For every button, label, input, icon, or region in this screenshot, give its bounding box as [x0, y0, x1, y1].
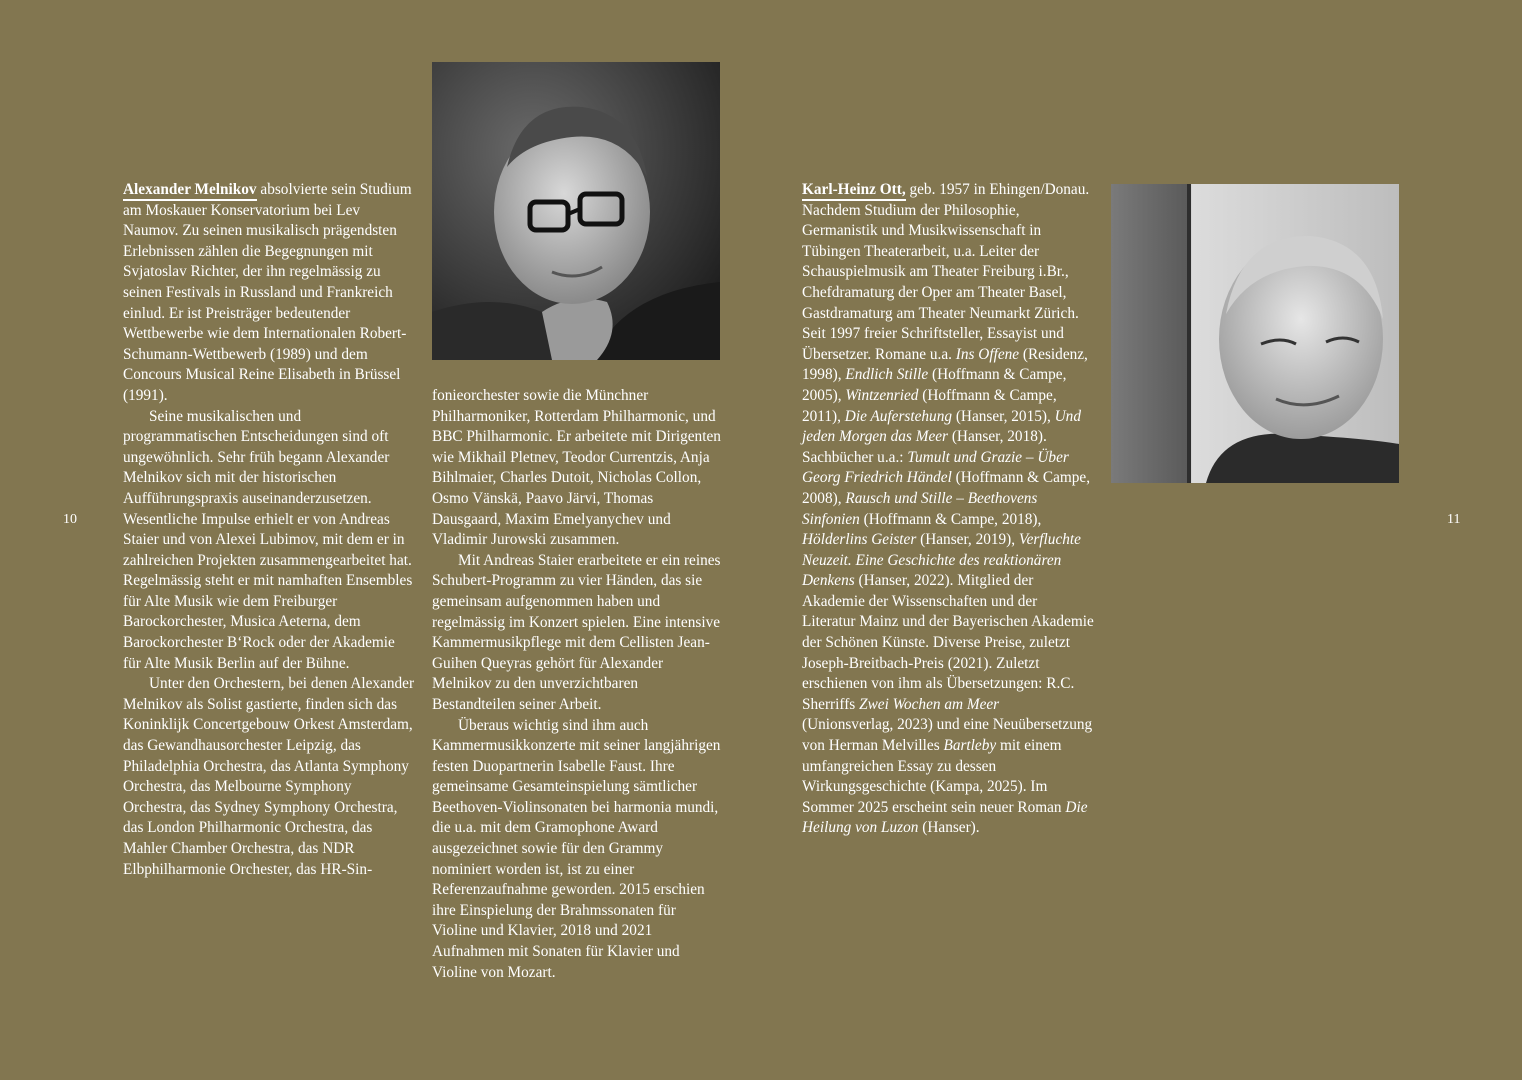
ott-text: (Hanser, 2015), [952, 407, 1055, 425]
melnikov-intro-text: absolvierte sein Studium am Moskauer Konservatorium bei Lev Naumov. Zu seinen musikalisch prägendsten Erlebnissen zählen die Begegnungen mit Svjatoslav Richter, der ihn regelmässig zu seinen Festivals in Russland und Frankreich einlud. Er ist Preisträger bedeutender Wettbewerbe wie dem Internationalen Robert-Schumann-Wettbewerb (1989) und dem Concours Musical Reine Elisabeth in Brüssel (1991). [123, 181, 412, 404]
ott-text: (Hoffmann & Campe, 2008), [802, 469, 1091, 507]
portrait-photo-ott [1111, 184, 1399, 483]
melnikov-paragraph-4: fonieorchester sowie die Münchner Philharmoniker, Rotterdam Philharmonic, und BBC Philharmonic. Er arbeitete mit Dirigenten wie Mikhail Pletnev, Teodor Currentzis, Anja Bihlmaier, Charles Dutoit, Nicholas Collon, Osmo Vänskä, Paavo Järvi, Thomas Dausgaard, Maxim Emelyanychev und Vladimir Jurowski zusammen. [432, 387, 721, 549]
ott-text: geb. 1957 in Ehingen/Donau. Nachdem Studium der Philosophie, Germanistik und Musikwissenschaft in Tübingen Theaterarbeit, u.a. Leiter der Schauspielmusik am Theater Freiburg i.Br., Chefdramaturg der Oper am Theater Basel, Gastdramaturg am Theater Neumarkt Zürich. Seit 1997 freier Schriftsteller, Essayist und Übersetzer. Romane u.a. [802, 181, 1090, 363]
ott-text: (Hoffmann & Campe, 2005), [802, 366, 1067, 404]
ott-text: (Hoffmann & Campe, 2011), [802, 386, 1057, 425]
ott-title: Die Heilung von Luzon [802, 798, 1088, 837]
ott-bio-column [802, 180, 1094, 839]
melnikov-bio-column-2 [432, 386, 722, 983]
melnikov-paragraph-3: Unter den Orchestern, bei denen Alexander Melnikov als Solist gastierte, finden sich das Koninklijk Concertgebouw Orkest Amsterdam, das Gewandhausorchester Leipzig, das Philadelphia Orchestra, das Atlanta Symphony Orchestra, das Melbourne Symphony Orchestra, das Sydney Symphony Orchestra, das London Philharmonic Orchestra, das Mahler Chamber Orchestra, das NDR Elbphilharmonie Orchester, das HR-Sin- [123, 675, 415, 878]
ott-title: Zwei Wochen am Meer [859, 695, 1000, 713]
ott-title: Rausch und Stille – Beethovens Sinfonien [802, 489, 1038, 528]
ott-text: (Hanser, 2022). Mitglied der Akademie der Wissenschaften und der Literatur Mainz und der Bayerischen Akademie der Schönen Künste. Diverse Preise, zuletzt Joseph-Breitbach-Preis (2021). Zuletzt erschienen von ihm als Übersetzungen: R.C. Sherriffs [802, 572, 1094, 713]
ott-text: (Unionsverlag, 2023) und eine Neuübersetzung von Herman Melvilles [802, 716, 1093, 755]
melnikov-paragraph-5: Mit Andreas Staier erarbeitete er ein reines Schubert-Programm zu vier Händen, das sie gemeinsam aufgenommen haben und regelmässig im Konzert spielen. Eine intensive Kammermusikpflege mit dem Cellisten Jean-Guihen Queyras gehört für Alexander Melnikov zu den unverzichtbaren Bestandteilen seiner Arbeit. [432, 551, 721, 713]
portrait-photo-melnikov [432, 62, 720, 360]
melnikov-paragraph-2: Seine musikalischen und programmatischen Entscheidungen sind oft ungewöhnlich. Sehr früh begann Alexander Melnikov sich mit der historischen Aufführungspraxis auseinanderzusetzen. Wesentliche Impulse erhielt er von Andreas Staier und von Alexei Lubimov, mit dem er in zahlreichen Projekten zusammengearbeitet hat. Regelmässig steht er mit namhaften Ensembles für Alte Musik wie dem Freiburger Barockorchester, Musica Aeterna, dem Barockorchester B‘Rock oder der Akademie für Alte Musik Berlin auf der Bühne. [123, 407, 413, 672]
melnikov-paragraph-6: Überaus wichtig sind ihm auch Kammermusikkonzerte mit seiner langjährigen festen Duopartnerin Isabelle Faust. Ihre gemeinsame Gesamteinspielung sämtlicher Beethoven-Violinsonaten bei harmonia mundi, die u.a. mit dem Gramophone Award ausgezeichnet sowie für den Grammy nominiert worden ist, ist zu einer Referenzaufnahme geworden. 2015 erschien ihre Einspielung der Brahmssonaten für Violine und Klavier, 2018 und 2021 Aufnahmen mit Sonaten für Klavier und Violine von Mozart. [432, 716, 721, 981]
ott-title: Hölderlins Geister [802, 531, 917, 549]
ott-paragraph [802, 180, 1094, 839]
ott-title: Wintzenried [845, 386, 919, 404]
melnikov-name: Alexander Melnikov [123, 181, 257, 201]
ott-text: (Residenz, 1998), [802, 345, 1088, 384]
page-number-left: 10 [63, 512, 77, 527]
ott-title: Bartleby [943, 737, 997, 755]
ott-name: Karl-Heinz Ott, [802, 181, 906, 201]
ott-text: (Hoffmann & Campe, 2018), [859, 510, 1042, 528]
ott-title: Verfluchte Neuzeit. Eine Geschichte des reaktionären Denkens [802, 531, 1081, 590]
ott-title: Die Auferstehung [844, 407, 952, 425]
ott-title: Ins Offene [955, 345, 1020, 363]
melnikov-paragraph-1 [123, 180, 415, 407]
ott-text: (Hanser, 2019), [916, 531, 1019, 549]
ott-title: Endlich Stille [845, 366, 929, 384]
page-number-right: 11 [1447, 512, 1461, 527]
ott-text: (Hanser, 2018). Sachbücher u.a.: [802, 428, 1047, 466]
ott-title: Tumult und Grazie – Über Georg Friedrich Händel [802, 448, 1069, 487]
melnikov-bio-column-1 [123, 180, 415, 880]
ott-title: Und jeden Morgen das Meer [802, 407, 1081, 446]
ott-text: (Hanser). [918, 819, 980, 837]
ott-text: mit einem umfangreichen Essay zu dessen Wirkungsgeschichte (Kampa, 2025). Im Sommer 2025 erscheint sein neuer Roman [802, 737, 1066, 816]
